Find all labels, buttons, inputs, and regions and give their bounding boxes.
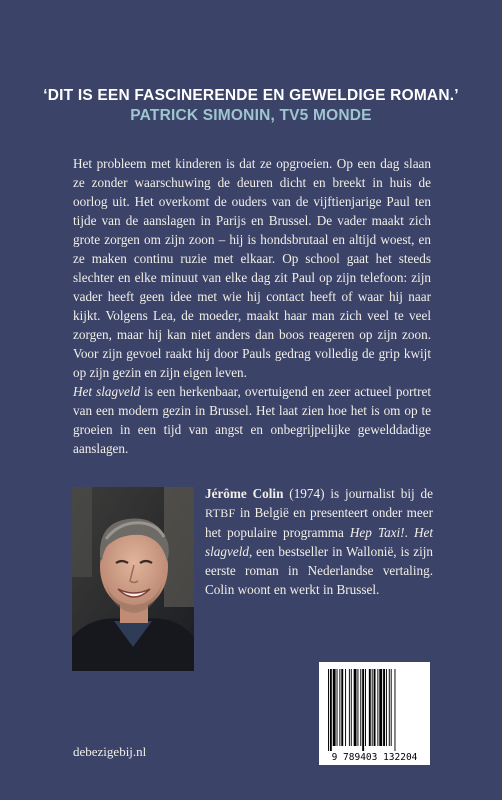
- barcode-bar: [360, 669, 361, 746]
- blurb-book-title: Het slagveld: [73, 384, 141, 399]
- blurb-paragraph-2-text: is een herkenbaar, overtuigend en zeer actueel portret van een modern gezin in Brussel. Het laat zien hoe het is om op te groeien in een tijd van angst en onbegrijpelijke gewelddadige aanslagen.: [73, 384, 431, 456]
- barcode-bar: [365, 669, 366, 746]
- barcode-bar: [362, 669, 364, 751]
- barcode-bar: [339, 669, 340, 746]
- barcode-bar: [379, 669, 382, 746]
- quote-attribution: PATRICK SIMONIN, TV5 MONDE: [130, 107, 372, 124]
- barcode-bar: [328, 669, 329, 751]
- blurb-paragraph-1: Het probleem met kinderen is dat ze opgroeien. Op een dag slaan ze zonder waarschuwing de deuren dicht en breekt in huis de oorlog uit. Het overkomt de ouders van de vijftienjarige Paul ten tijde van de aanslagen in Parijs en Brussel. De vader maakt zich grote zorgen om zijn zoon – hij is hondsbrutaal en altijd woest, en ze maken continu ruzie met elkaar. Op school gaat het steeds slechter en elke minuut van elke dag zit Paul op zijn telefoon: zijn vader heeft geen idee met wie hij contact heeft of waar hij naar kijkt. Volgens Lea, de moeder, maakt haar man zich veel te veel zorgen, maar hij kan niet anders dan boos reageren op zijn zoon. Voor zijn gevoel raakt hij door Pauls gedrag volledig de grip kwijt op zijn gezin en zijn eigen leven.: [73, 156, 431, 380]
- author-bio: [205, 484, 433, 599]
- author-portrait-illustration: [72, 487, 194, 671]
- rtbf-label: RTBF: [205, 506, 236, 520]
- quote-block: [0, 86, 502, 126]
- barcode-bar: [337, 669, 338, 746]
- book-title: Het slagveld: [205, 525, 433, 559]
- barcode-bar: [377, 669, 378, 746]
- barcode-bar: [330, 669, 332, 751]
- barcode-graphic: [319, 662, 430, 765]
- barcode-bar: [389, 669, 390, 746]
- barcode-bar: [349, 669, 350, 746]
- quote-text: ‘DIT IS EEN FASCINERENDE EN GEWELDIGE ROMAN.’: [43, 87, 459, 104]
- author-name: Jérôme Colin: [205, 486, 284, 501]
- barcode-bar: [369, 669, 371, 746]
- barcode-bar: [374, 669, 376, 746]
- barcode-bar: [345, 669, 346, 746]
- publisher-website: debezigebij.nl: [73, 744, 147, 759]
- barcode-bar: [383, 669, 385, 746]
- barcode-bar: [372, 669, 373, 746]
- barcode-number: 9 789403 132204: [331, 752, 418, 763]
- isbn-barcode: [319, 662, 430, 765]
- bio-text: in België en presenteert onder meer het populaire programma: [205, 505, 433, 540]
- bio-text: .: [404, 525, 414, 540]
- barcode-bar: [395, 669, 396, 751]
- barcode-bar: [357, 669, 358, 746]
- barcode-bar: [391, 669, 392, 746]
- bio-text: (1974) is journalist bij de: [283, 486, 433, 501]
- barcode-bar: [341, 669, 343, 746]
- blurb: [73, 154, 431, 458]
- barcode-bar: [351, 669, 352, 746]
- program-title: Hep Taxi!: [349, 525, 405, 540]
- barcode-bar: [354, 669, 357, 746]
- barcode-bar: [386, 669, 387, 746]
- barcode-bar: [333, 669, 336, 746]
- author-photo: [72, 487, 194, 671]
- bio-text: , een bestseller in Wallonië, is zijn eerste roman in Nederlandse vertaling. Colin woont en werkt in Brussel.: [205, 544, 433, 597]
- blurb-paragraph-2: [73, 382, 431, 458]
